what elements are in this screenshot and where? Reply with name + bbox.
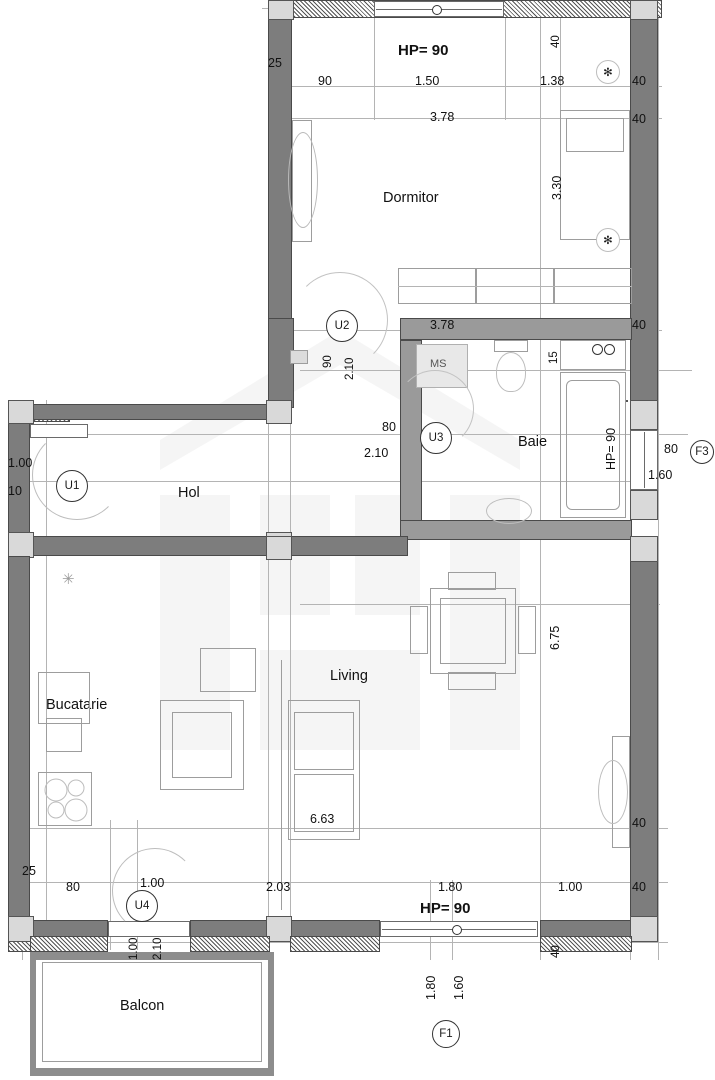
door-tag-u1: U1 — [56, 470, 88, 502]
dim-330-dormitor: 3.30 — [550, 175, 564, 200]
pillar — [8, 532, 34, 558]
wall-hol-bottom — [8, 536, 408, 556]
furniture-chair — [410, 606, 428, 654]
dim-150-top: 1.50 — [415, 74, 440, 88]
pillar — [266, 400, 292, 424]
dim-378-top: 3.78 — [430, 110, 455, 124]
dim-40-top: 40 — [632, 74, 646, 88]
dim-hp-f3: HP= 90 — [604, 427, 618, 470]
wall-hatch — [190, 936, 270, 952]
pillar — [630, 490, 658, 520]
window-tag-f1: F1 — [432, 1020, 460, 1048]
dim-u3-height: 2.10 — [364, 446, 389, 460]
furniture-detail — [592, 344, 603, 355]
dim-f3-height: 1.60 — [648, 468, 673, 482]
pillar — [626, 400, 628, 402]
dim-line — [560, 0, 561, 120]
furniture-detail — [281, 660, 282, 910]
dim-f1-width: 1.80 — [424, 975, 438, 1000]
dim-line — [505, 0, 506, 120]
door-tag-u3: U3 — [420, 422, 452, 454]
furniture-pillow — [566, 118, 624, 152]
wall-hol-top — [30, 404, 270, 420]
pillar — [8, 400, 34, 424]
window-tag-f3: F3 — [690, 440, 714, 464]
furniture-dining-table-inner — [440, 598, 506, 664]
window-hinge-icon — [452, 925, 462, 935]
furniture-fan-icon: ✻ — [596, 228, 620, 252]
dim-15-baie: 15 — [548, 351, 560, 364]
pillar — [630, 0, 658, 20]
dim-u2-height: 2.10 — [344, 357, 356, 380]
window-hinge-icon — [432, 5, 442, 15]
furniture-chair — [518, 606, 536, 654]
furniture-fan-icon: ✻ — [596, 60, 620, 84]
furniture-toilet — [496, 352, 526, 392]
furniture-cabinet — [46, 718, 82, 752]
dim-80-bottom: 80 — [66, 880, 80, 894]
dim-line — [300, 370, 680, 371]
door-swing-u4 — [112, 848, 198, 934]
wall-balcon-bottom — [30, 1068, 274, 1076]
dim-203-bottom: 2.03 — [266, 880, 291, 894]
dim-25-top: 25 — [268, 56, 282, 70]
room-label-living: Living — [330, 668, 368, 684]
dim-40-b: 40 — [632, 112, 646, 126]
dim-hp-top: HP= 90 — [398, 42, 449, 59]
dim-180-bottom: 1.80 — [438, 880, 463, 894]
room-label-baie: Baie — [518, 434, 548, 450]
furniture-chair — [448, 572, 496, 590]
dim-40-f: 40 — [550, 945, 562, 958]
label-ms: MS — [430, 358, 447, 370]
pillar — [266, 536, 292, 560]
dim-40-e: 40 — [632, 880, 646, 894]
dim-u2-width: 90 — [322, 355, 334, 368]
room-label-hol: Hol — [178, 485, 200, 501]
dim-f3-width: 80 — [664, 442, 678, 456]
furniture-washbasin — [486, 498, 532, 524]
dim-138-top: 1.38 — [540, 74, 565, 88]
dim-hp-f1: HP= 90 — [420, 900, 471, 917]
pillar — [630, 400, 658, 430]
furniture-detail — [598, 760, 628, 824]
dim-line — [374, 0, 375, 120]
furniture-coffee-table — [200, 648, 256, 692]
dim-u4-width: 1.00 — [128, 937, 140, 960]
dim-663-living: 6.63 — [310, 812, 335, 826]
room-label-balcon: Balcon — [120, 998, 165, 1014]
pillar — [630, 916, 658, 942]
furniture-detail — [604, 344, 615, 355]
wall-living-left — [8, 556, 30, 936]
dim-40-c: 40 — [632, 318, 646, 332]
wall-balcon-right — [268, 952, 274, 1076]
dim-378-bottom: 3.78 — [430, 318, 455, 332]
furniture-detail — [398, 286, 632, 287]
dim-40-d: 40 — [632, 816, 646, 830]
furniture-cistern — [494, 340, 528, 352]
furniture-sofa-cushion — [294, 712, 354, 770]
pillar — [268, 0, 294, 20]
wall-living-right — [630, 540, 658, 936]
dim-675-living: 6.75 — [548, 625, 562, 650]
dim-u4-height: 2.10 — [152, 937, 164, 960]
dim-100-bottom: 1.00 — [140, 876, 165, 890]
furniture-sink — [38, 672, 90, 724]
door-tag-u2: U2 — [326, 310, 358, 342]
dim-line — [540, 0, 541, 960]
door-u2-leaf — [290, 350, 308, 364]
dim-u1-10: 10 — [8, 484, 22, 498]
furniture-armchair-inner — [172, 712, 232, 778]
furniture-detail — [288, 132, 318, 228]
dim-line — [666, 370, 692, 371]
dim-40-g: 40 — [550, 35, 562, 48]
furniture-star-icon: ✳ — [62, 571, 75, 588]
furniture-cooktop-burners — [38, 772, 92, 826]
dim-u3-width: 80 — [382, 420, 396, 434]
room-label-bucatarie: Bucatarie — [46, 697, 108, 713]
dim-line — [430, 880, 431, 960]
wall-hatch — [30, 936, 108, 952]
wall-balcon-left — [30, 952, 36, 1076]
pillar — [630, 536, 658, 562]
dim-25-bottom: 25 — [22, 864, 36, 878]
dim-u1-width: 1.00 — [8, 456, 33, 470]
dim-f1-height: 1.60 — [452, 975, 466, 1000]
dim-90-top: 90 — [318, 74, 332, 88]
room-label-dormitor: Dormitor — [383, 190, 439, 206]
window-sash-line — [644, 432, 645, 488]
dim-100b-bottom: 1.00 — [558, 880, 583, 894]
door-tag-u4: U4 — [126, 890, 158, 922]
furniture-chair — [448, 672, 496, 690]
wall-hatch — [290, 936, 380, 952]
